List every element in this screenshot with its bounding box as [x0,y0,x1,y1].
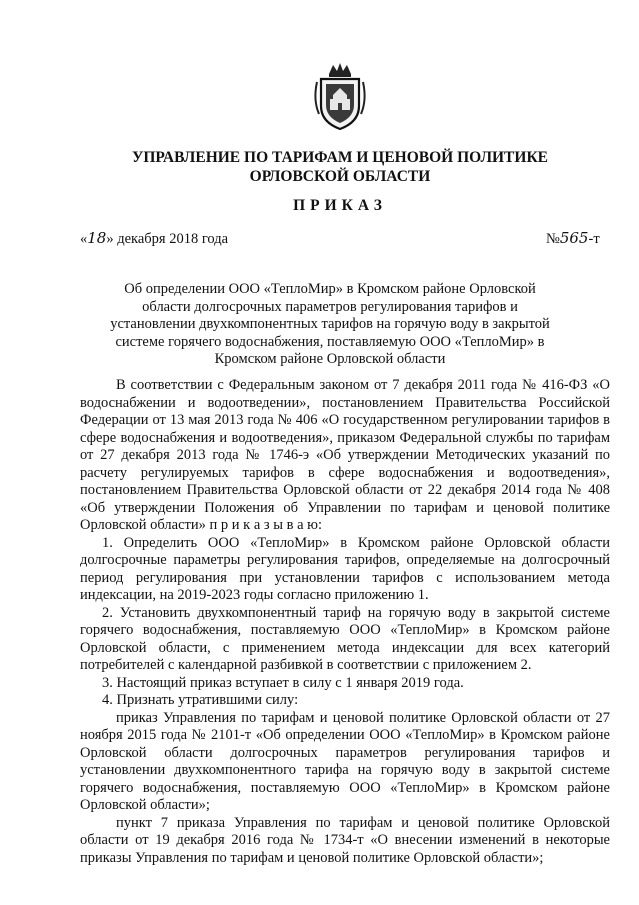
agency-name [40,148,639,186]
item-4-subitem-b: пункт 7 приказа Управления по тарифам и ценовой политике Орловской области от 19 декабря 2016 года № 1734-т «О внесении изменений в некоторые приказы Управления по тарифам и ценовой политике Орловской области»; [80,814,610,866]
coat-of-arms-emblem [311,60,369,132]
item-3: 3. Настоящий приказ вступает в силу с 1 января 2019 года. [102,674,464,691]
date-day-handwritten: 18 [87,229,107,247]
item-4-subitem-a: приказ Управления по тарифам и ценовой политике Орловской области от 27 ноября 2015 года № 2101-т «Об определении ООО «ТеплоМир» в Кромском районе Орловской области долгосрочных параметров регулирования тарифов и установлении двухкомпонентного тарифа на горячую воду в закрытой системе горячего водоснабжения, поставляемую ООО «ТеплоМир» в Кромском районе Орловской области»; [80,709,610,813]
preamble-order-word: п р и к а з ы в а ю: [209,517,323,533]
number-prefix: № [546,231,560,247]
order-number [546,229,600,248]
preamble-paragraph [80,377,610,535]
date-rest: » декабря 2018 года [106,231,229,247]
item-4: 4. Признать утратившими силу: [102,692,299,708]
order-date [80,229,228,248]
agency-name-line2: ОРЛОВСКОЙ ОБЛАСТИ [249,168,431,185]
number-suffix: -т [588,231,600,247]
document-type: ПРИКАЗ [293,197,387,214]
preamble-text: В соответствии с Федеральным законом от 7 декабря 2011 года № 416-ФЗ «О водоснабжении и водоотведении», постановлением Правительства Российской Федерации от 13 мая 2013 года № 406 «О государственном регулировании тарифов в сфере водоснабжения и водоотведения», приказом Федеральной службы по тарифам от 27 декабря 2013 года № 1746-э «Об утверждении Методических указаний по расчету регулируемых тарифов в сфере водоснабжения и водоотведения», постановлением Правительства Орловской области от 22 декабря 2014 года № 408 «Об утверждении Положения об Управлении по тарифам и ценовой политике Орловской области» [80,377,610,533]
item-2: 2. Установить двухкомпонентный тариф на горячую воду в закрытой системе горячего водоснабжения, поставляемую ООО «ТеплоМир» в Кромском районе Орловской области, с применением метода индексации для всех категорий потребителей с календарной разбивкой в соответствии с приложением 2. [80,604,610,673]
date-open-quote: « [80,231,88,247]
number-handwritten: 565 [559,229,589,247]
order-subject: Об определении ООО «ТеплоМир» в Кромском районе Орловской области долгосрочных параметров регулирования тарифов и установлении двухкомпонентных тарифов на горячую воду в закрытой системе горячего водоснабжения, поставляемую ООО «ТеплоМир» в Кромском районе Орловской области [110,281,550,367]
item-1: 1. Определить ООО «ТеплоМир» в Кромском районе Орловской области долгосрочные параметры регулирования тарифов, определяемые на долгосрочный период регулирования при установлении тарифов с использованием метода индексации, на 2019-2023 годы согласно приложению 1. [80,534,610,603]
order-body [80,377,610,867]
agency-name-line1: УПРАВЛЕНИЕ ПО ТАРИФАМ И ЦЕНОВОЙ ПОЛИТИКЕ [131,149,549,166]
